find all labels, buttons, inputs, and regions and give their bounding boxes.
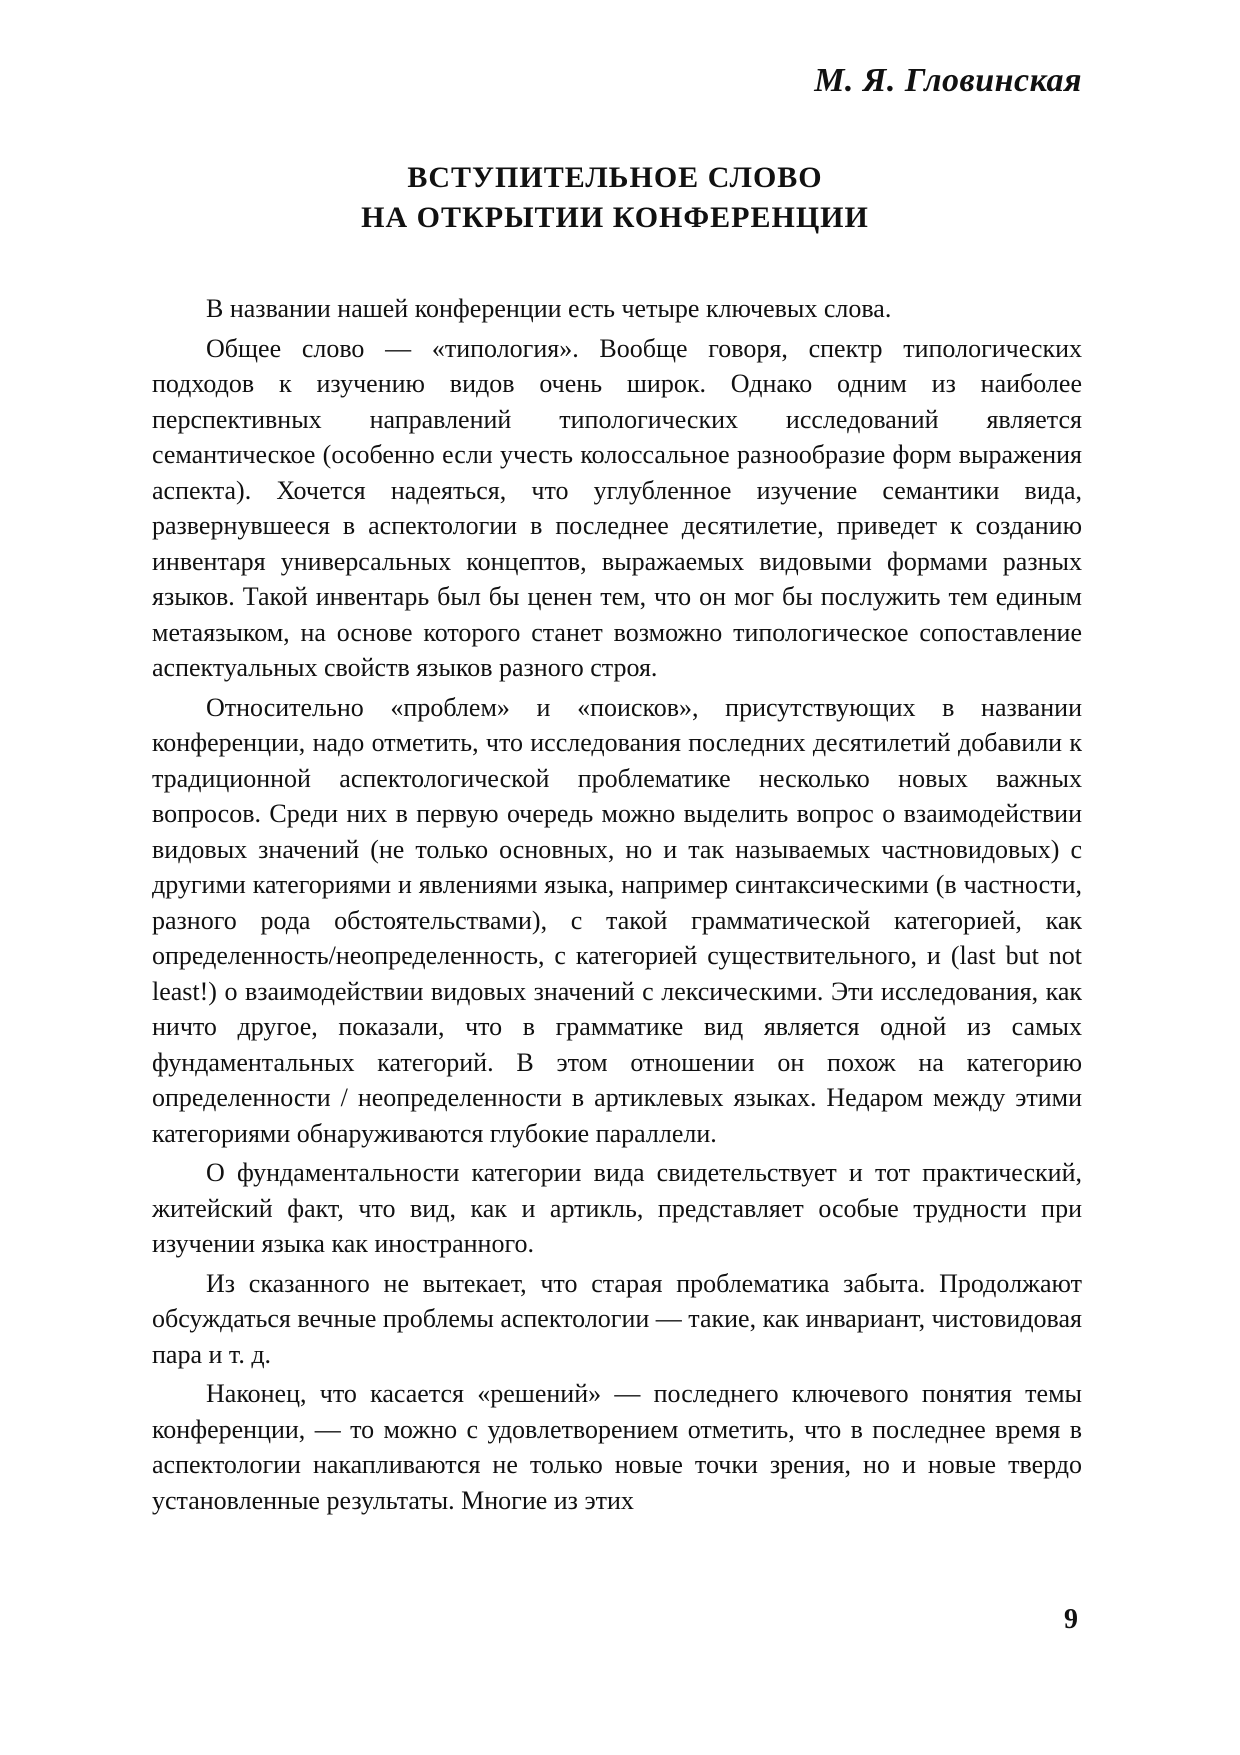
- body-paragraph: О фундаментальности категории вида свидетельствует и тот практический, житейский факт, что вид, как и артикль, представляет особые трудности при изучении языка как иностранного.: [152, 1158, 1082, 1258]
- article-title: [150, 158, 1080, 238]
- article-title-line-1: ВСТУПИТЕЛЬНОЕ СЛОВО: [407, 161, 823, 194]
- body-paragraph: Из сказанного не вытекает, что старая проблематика забыта. Продолжают обсуждаться вечные проблемы аспектологии — такие, как инвариант, чистовидовая пара и т. д.: [152, 1268, 1082, 1369]
- body-paragraph: Относительно «проблем» и «поисков», присутствующих в названии конференции, надо отметить, что исследования последних десятилетий добавили к традиционной аспектологической проблематике несколько новых важных вопросов. Среди них в первую очередь можно выделить вопрос о взаимодействии видовых значений (не только основных, но и так называемых частновидовых) с другими категориями и явлениями языка, например синтаксическими (в частности, разного рода обстоятельствами), с такой грамматической категорией, как определенность/неопределенность, с категорией существительного, и (last but not least!) о взаимодействии видовых значений с лексическими. Эти исследования, как ничто другое, показали, что в грамматике вид является одной из самых фундаментальных категорий. В этом отношении он похож на категорию определенности / неопределенности в артиклевых языках. Недаром между этими категориями обнаруживаются глубокие параллели.: [152, 692, 1082, 1148]
- body-paragraph: Общее слово — «типология». Вообще говоря, спектр типологических подходов к изучению видов очень широк. Однако одним из наиболее перспективных направлений типологических исследований является семантическое (особенно если учесть колоссальное разнообразие форм выражения аспекта). Хочется надеяться, что углубленное изучение семантики вида, развернувшееся в аспектологии в последнее десятилетие, приведет к созданию инвентаря универсальных концептов, выражаемых видовыми формами разных языков. Такой инвентарь был бы ценен тем, что он мог бы послужить тем единым метаязыком, на основе которого станет возможно типологическое сопоставление аспектуальных свойств языков разного строя.: [152, 333, 1082, 682]
- body-paragraph: Наконец, что касается «решений» — последнего ключевого понятия темы конференции, — то можно с удовлетворением отметить, что в последнее время в аспектологии накапливаются не только новые точки зрения, но и новые твердо установленные результаты. Многие из этих: [152, 1379, 1082, 1515]
- running-header-author: М. Я. Гловинская: [814, 62, 1082, 99]
- article-title-line-2: НА ОТКРЫТИИ КОНФЕРЕНЦИИ: [361, 201, 869, 234]
- page-number: 9: [1064, 1604, 1078, 1635]
- article-body: [152, 291, 1082, 1522]
- body-paragraph: В названии нашей конференции есть четыре ключевых слова.: [206, 294, 892, 323]
